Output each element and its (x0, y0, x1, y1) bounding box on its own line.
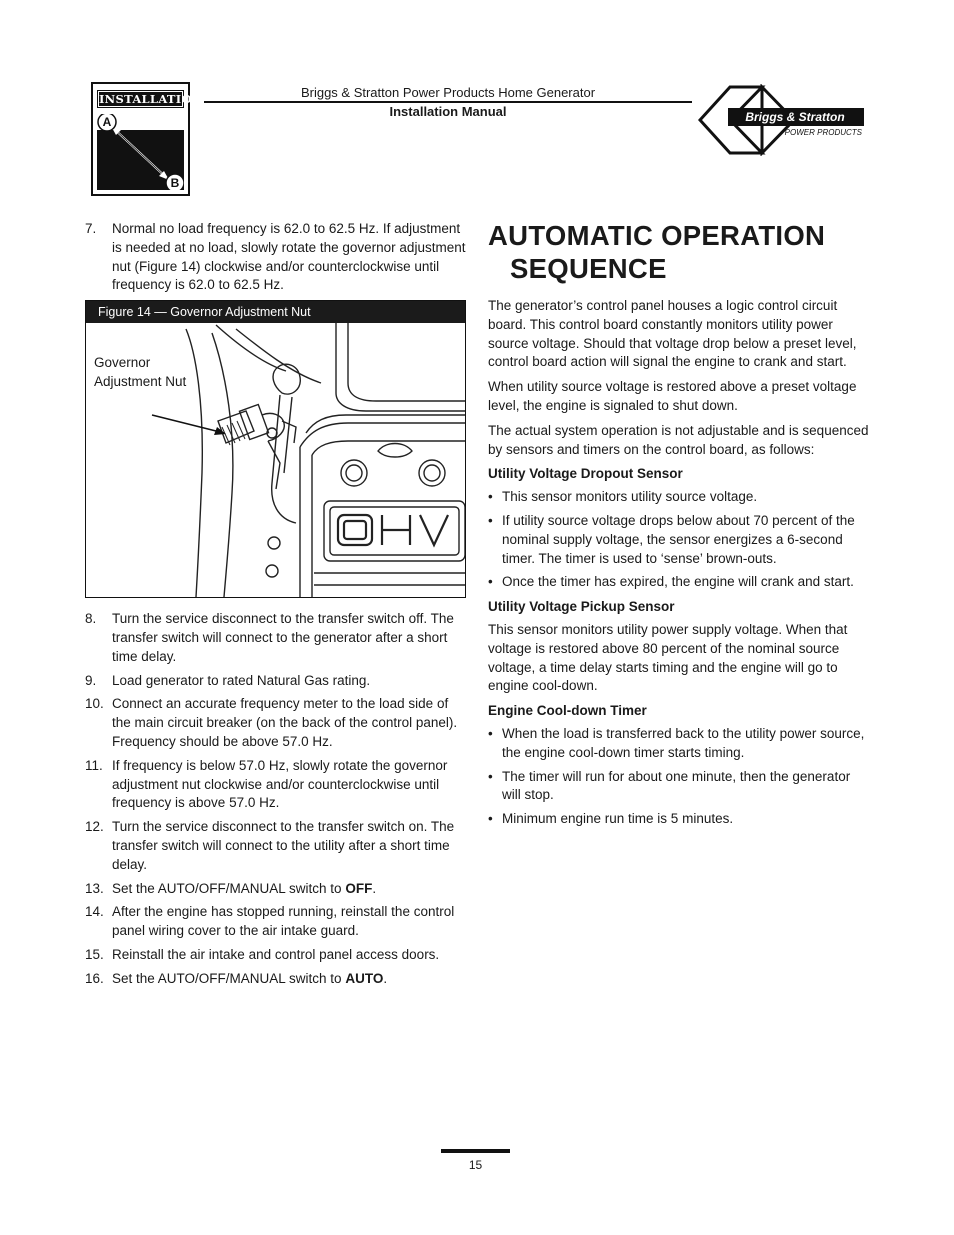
page-number: 15 (468, 1158, 483, 1172)
bullet-item: • When the load is transferred back to the utility power source, the engine cool-down timer starts timing. (488, 725, 871, 763)
subheading-cooldown-timer: Engine Cool-down Timer (488, 703, 647, 719)
step-item: 12. Turn the service disconnect to the transfer switch on. The transfer switch will connect to the utility after a short time delay. (85, 819, 455, 872)
step-item: 11. If frequency is below 57.0 Hz, slowly rotate the governor adjustment nut clockwise and/or counterclockwise until frequency is above 57.0 Hz. (85, 757, 448, 811)
bullet-item: • This sensor monitors utility source voltage. (488, 488, 871, 507)
a-to-b-diagram-icon (97, 114, 184, 190)
bullet-item: • If utility source voltage drops below about 70 percent of the nominal supply voltage, the sensor energizes a 6-second timer. The timer is used to ‘sense’ brown-outs. (488, 512, 871, 568)
header-divider (204, 101, 692, 103)
step-item: 16. Set the AUTO/OFF/MANUAL switch to AUTO. (85, 970, 388, 986)
step-item: 15. Reinstall the air intake and control panel access doors. (85, 946, 440, 962)
right-column (488, 214, 871, 834)
intro-paragraph: The actual system operation is not adjustable and is sequenced by sensors and timers on the control board, as follows: (488, 422, 869, 457)
bullet-item: • Once the timer has expired, the engine will crank and start. (488, 573, 871, 592)
header-manufacturer-line: Briggs & Stratton Power Products Home Generator (300, 85, 596, 100)
step-item: 14. After the engine has stopped running, reinstall the control panel wiring cover to the air intake guard. (85, 904, 455, 939)
step-item: 9. Load generator to rated Natural Gas rating. (85, 672, 371, 688)
figure-14 (85, 300, 466, 598)
intro-paragraph: The generator’s control panel houses a logic control circuit board. This control board constantly monitors utility power source voltage. Should that voltage drop below a preset level, control board action will signal the engine to crank and start. (488, 298, 857, 370)
step-item: 10. Connect an accurate frequency meter to the load side of the main circuit breaker (on the back of the control panel). Frequency should be above 57.0 Hz. (85, 696, 458, 749)
badge-point-a: A (102, 115, 112, 129)
figure-callout-label: Governor Adjustment Nut (94, 355, 187, 390)
briggs-stratton-logo (698, 84, 868, 156)
badge-title: INSTALLATION (99, 92, 203, 106)
footer-rule (441, 1149, 510, 1153)
subheading-dropout-sensor: Utility Voltage Dropout Sensor (488, 466, 683, 482)
figure-caption: Figure 14 — Governor Adjustment Nut (86, 301, 465, 323)
step-item: 8. Turn the service disconnect to the transfer switch off. The transfer switch will connect to the generator after a short time delay. (85, 611, 454, 664)
pickup-sensor-paragraph: This sensor monitors utility power supply voltage. When that voltage is restored above 80 percent of the nominal source voltage, a time delay starts timing and the engine will go to engine cool-down. (488, 621, 848, 694)
installation-badge (91, 82, 203, 196)
section-heading: AUTOMATIC OPERATION SEQUENCE (488, 220, 826, 284)
subheading-pickup-sensor: Utility Voltage Pickup Sensor (488, 599, 675, 615)
step-item: 7. Normal no load frequency is 62.0 to 62.5 Hz. If adjustment is needed at no load, slowly rotate the governor adjustment nut (Figure 14) clockwise and/or counterclockwise until frequency is 62.0 to 62.5 Hz. (85, 221, 466, 293)
header-manual-title: Installation Manual (389, 104, 507, 119)
badge-point-b: B (170, 176, 180, 190)
left-column (85, 220, 466, 994)
bullet-item: • The timer will run for about one minute, then the generator will stop. (488, 768, 871, 806)
intro-paragraph: When utility source voltage is restored above a preset voltage level, the engine is signaled to shut down. (488, 379, 857, 413)
engine-badge-text: OHV (400, 596, 403, 598)
logo-sub-text: POWER PRODUCTS (784, 128, 862, 137)
bullet-item: • Minimum engine run time is 5 minutes. (488, 810, 871, 829)
logo-brand-text: Briggs & Stratton (745, 110, 845, 124)
step-item: 13. Set the AUTO/OFF/MANUAL switch to OFF. (85, 880, 377, 896)
